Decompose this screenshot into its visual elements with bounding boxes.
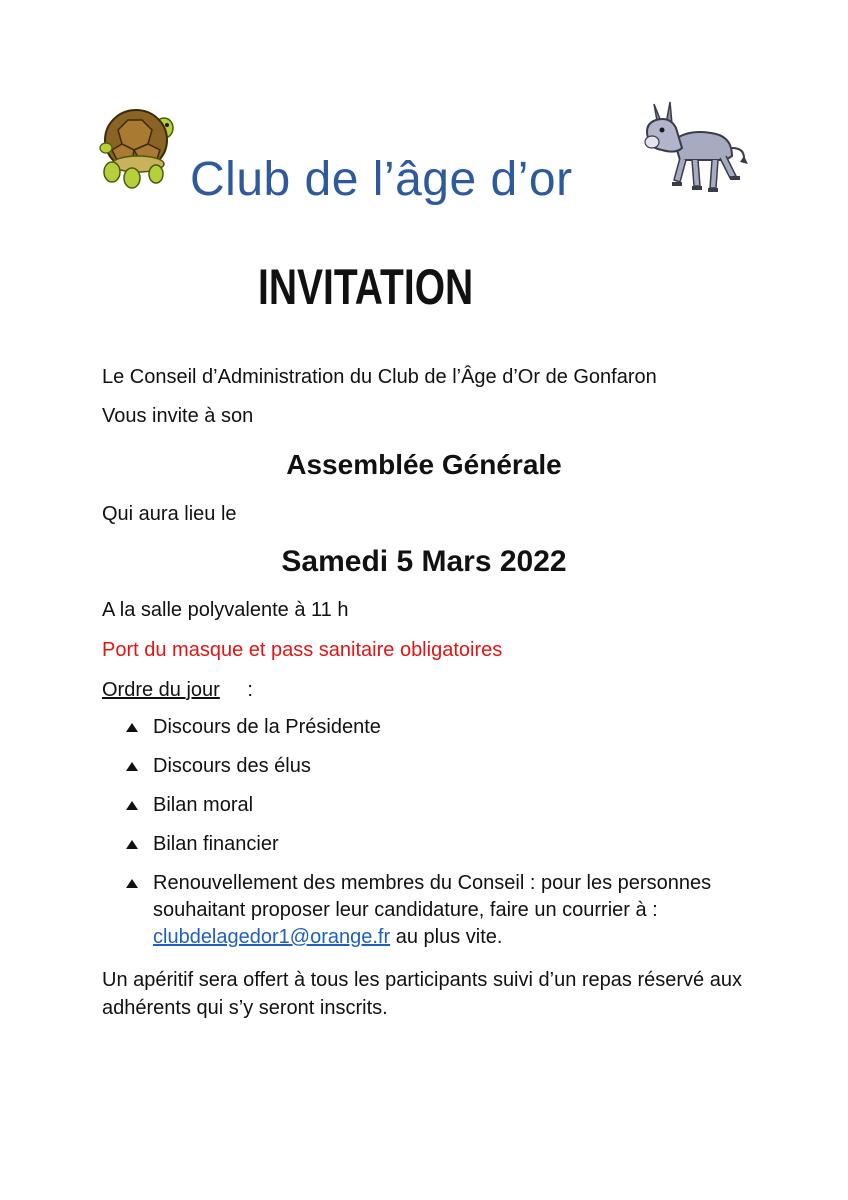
triangle-bullet-icon — [126, 879, 138, 888]
agenda-item — [126, 753, 766, 780]
agenda-item-text-end: au plus vite. — [390, 926, 503, 948]
invitation-heading: INVITATION — [258, 259, 474, 315]
agenda-item — [126, 714, 766, 741]
triangle-bullet-icon — [126, 723, 138, 732]
agenda-title — [102, 679, 253, 702]
when-label: Qui aura lieu le — [102, 503, 237, 525]
sanitary-notice: Port du masque et pass sanitaire obligatoires — [102, 639, 503, 661]
agenda-list — [126, 714, 766, 963]
triangle-bullet-icon — [126, 840, 138, 849]
triangle-bullet-icon — [126, 801, 138, 810]
event-location: A la salle polyvalente à 11 h — [102, 599, 349, 621]
agenda-item-text: Renouvellement des membres du Conseil : pour les personnes souhaitant proposer leur candidature, faire un courrier à : — [153, 872, 712, 921]
agenda-item — [126, 870, 753, 951]
agenda-title-text: Ordre du jour — [102, 679, 220, 701]
turtle-icon — [98, 100, 174, 190]
agenda-item-text: Bilan financier — [153, 833, 279, 855]
agenda-item-text: Bilan moral — [153, 794, 254, 816]
event-name: Assemblée Générale — [286, 449, 562, 480]
intro-line-1: Le Conseil d’Administration du Club de l’Âge d’Or de Gonfaron — [102, 366, 657, 388]
intro-line-2: Vous invite à son — [102, 405, 254, 427]
agenda-item — [126, 831, 766, 858]
club-title: Club de l’âge d’or — [190, 153, 573, 206]
agenda-item-text: Discours de la Présidente — [153, 716, 381, 738]
footer-paragraph: Un apéritif sera offert à tous les participants suivi d’un repas réservé aux adhérents qui s’y seront inscrits. — [102, 969, 742, 1019]
email-link[interactable]: clubdelagedor1@orange.fr — [153, 926, 391, 948]
event-date: Samedi 5 Mars 2022 — [281, 545, 567, 578]
triangle-bullet-icon — [126, 762, 138, 771]
agenda-item — [126, 792, 766, 819]
agenda-item-text: Discours des élus — [153, 755, 311, 777]
agenda-title-colon: : — [241, 679, 253, 701]
donkey-icon — [640, 98, 748, 194]
